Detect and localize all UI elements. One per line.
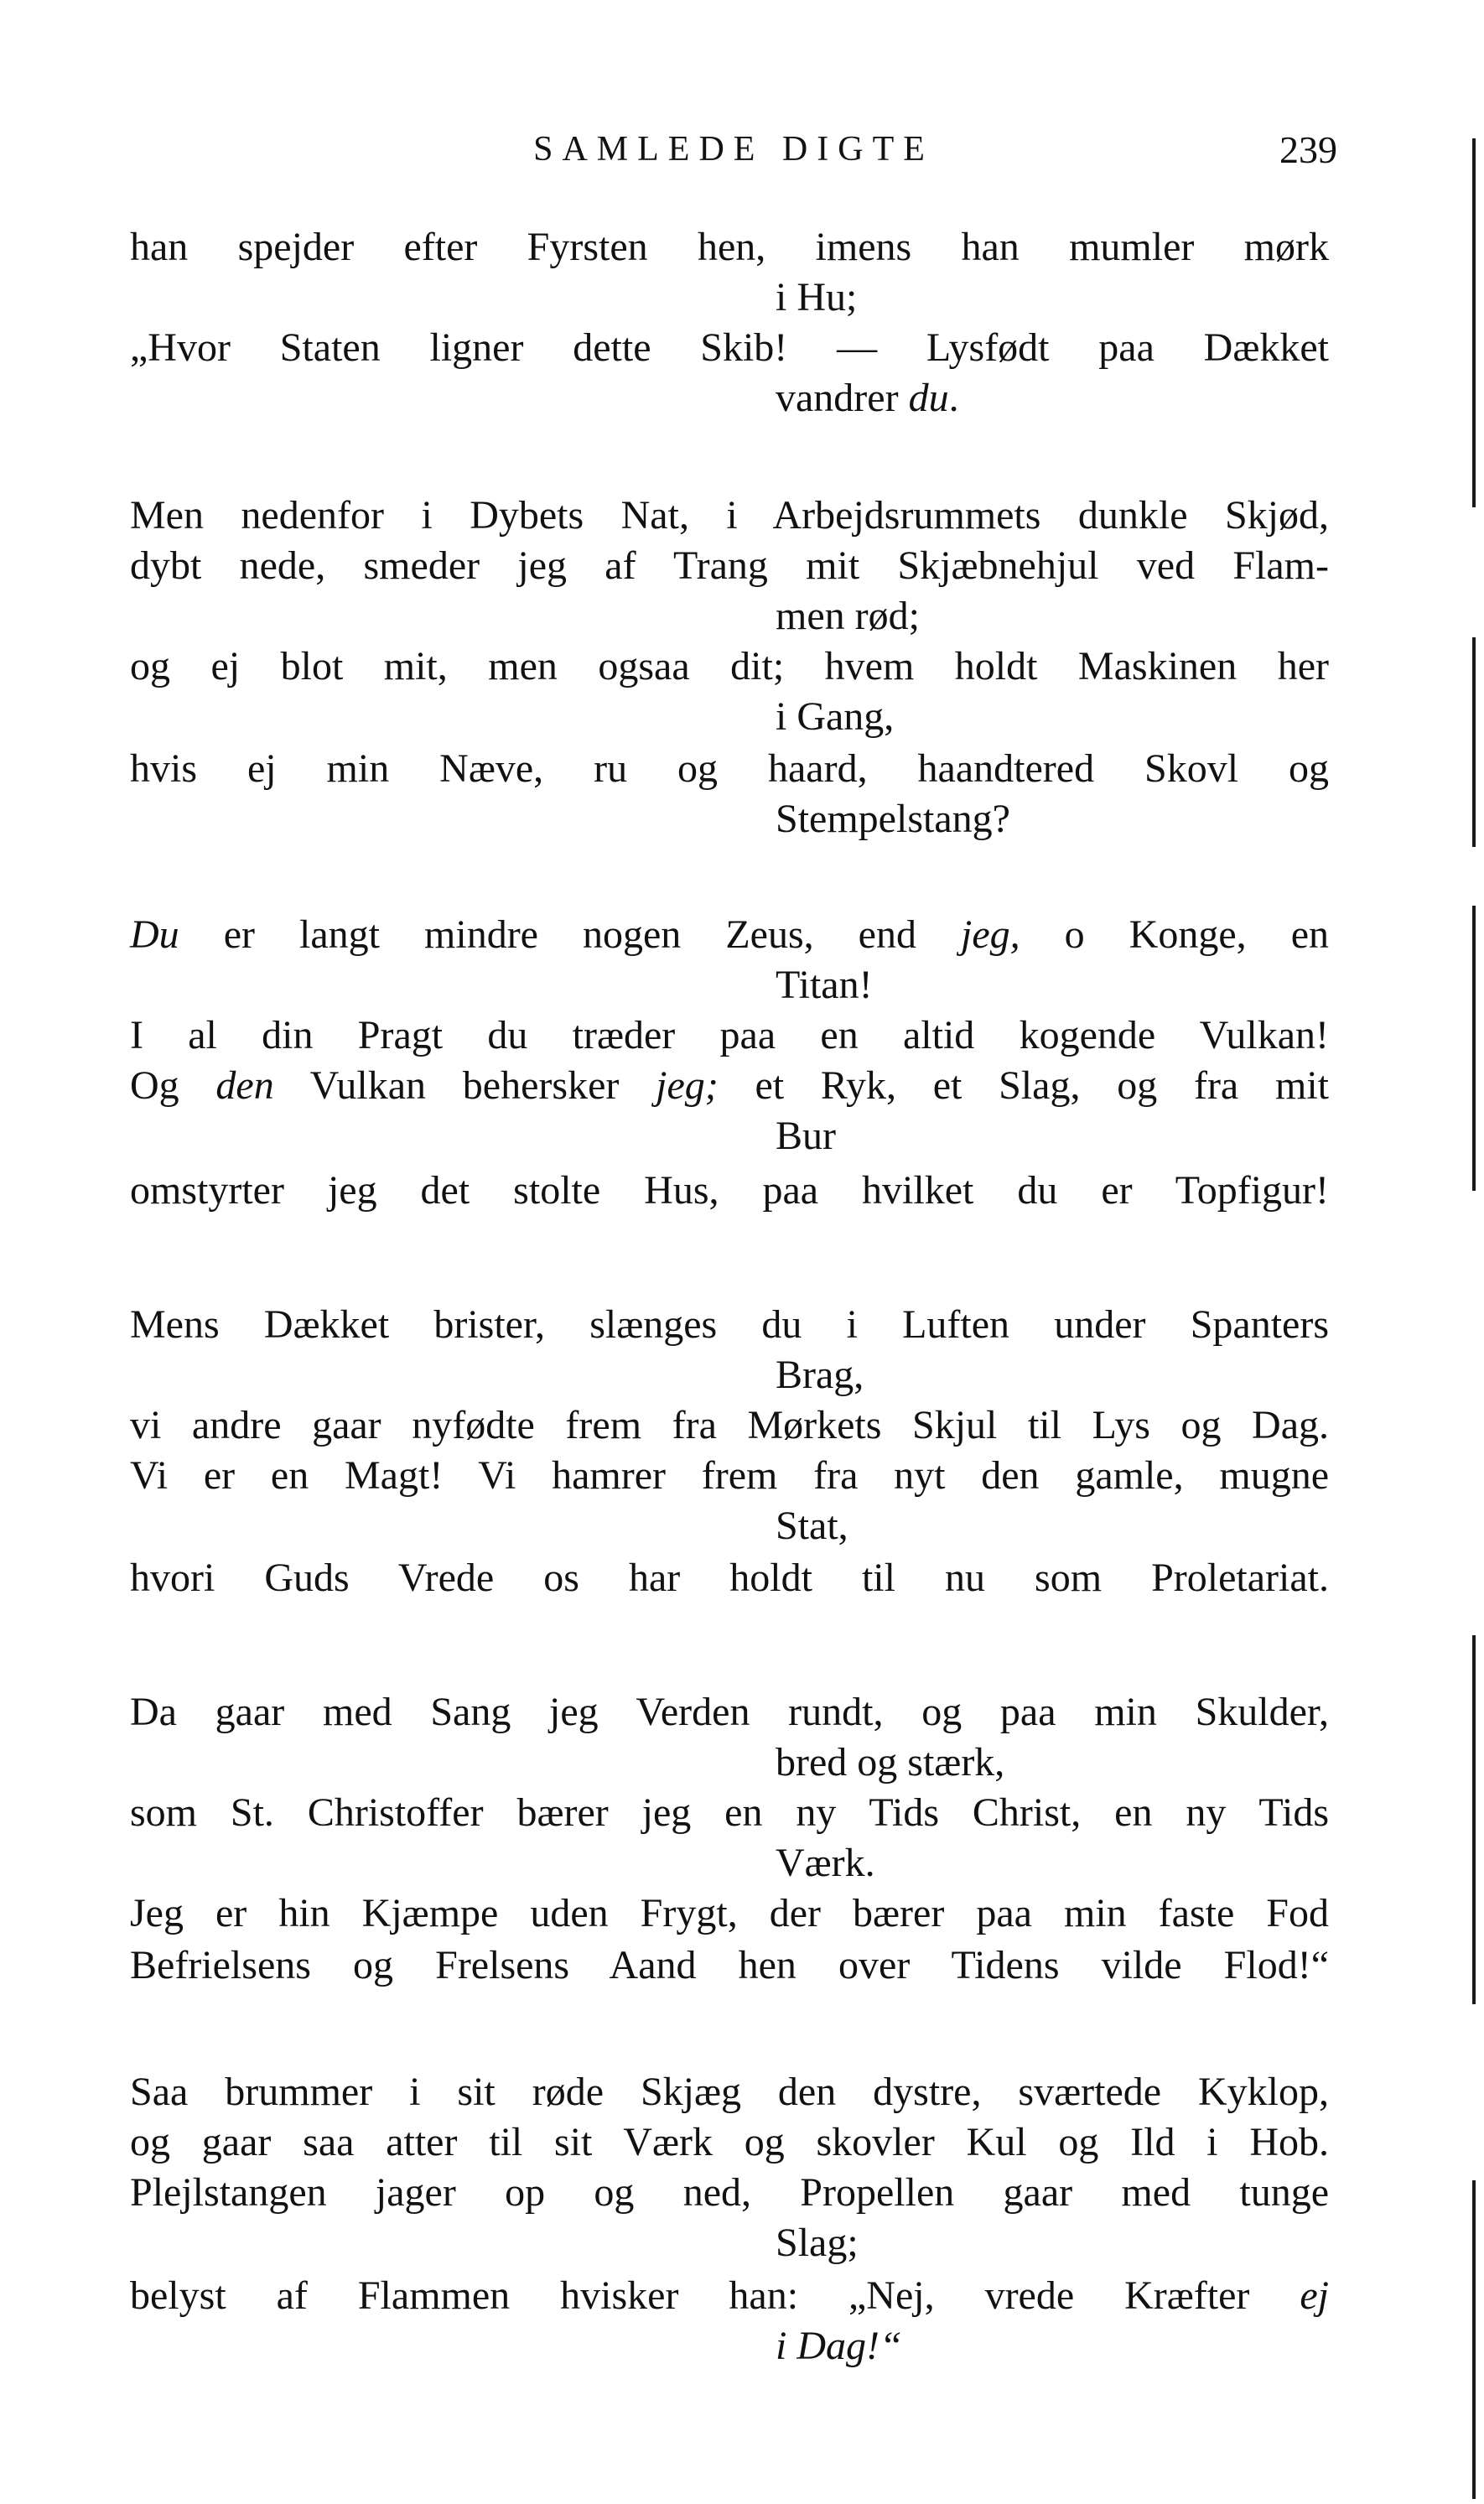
poem-line-continuation: bred og stærk,: [776, 1740, 1005, 1784]
line-text: o Konge, en: [1020, 912, 1329, 957]
page-number: 239: [1279, 128, 1337, 171]
poem-line: Mens Dækket brister, slænges du i Luften under Spanters: [130, 1302, 1329, 1347]
poem-line: Men nedenfor i Dybets Nat, i Arbejdsrummets dunkle Skjød,: [130, 493, 1329, 538]
emphasis: den: [215, 1063, 274, 1108]
poem-line: hvori Guds Vrede os har holdt til nu som Proletariat.: [130, 1556, 1329, 1600]
poem-line: Befrielsens og Frelsens Aand hen over Tidens vilde Flod!“: [130, 1943, 1329, 1987]
poem-line: Vi er en Magt! Vi hamrer frem fra nyt den gamle, mugne: [130, 1453, 1329, 1498]
poem-line: han spejder efter Fyrsten hen, imens han mumler mørk: [130, 225, 1329, 269]
margin-rule: [1472, 906, 1476, 1191]
running-title: SAMLEDE DIGTE: [533, 130, 934, 169]
poem-line: Jeg er hin Kjæmpe uden Frygt, der bærer paa min faste Fod: [130, 1891, 1329, 1935]
margin-rule: [1472, 138, 1476, 507]
poem-line: dybt nede, smeder jeg af Trang mit Skjæbnehjul ved Flam-: [130, 543, 1329, 588]
poem-line: Da gaar med Sang jeg Verden rundt, og paa min Skulder,: [130, 1690, 1329, 1734]
poem-line-continuation: [776, 2321, 902, 2372]
emphasis: du: [908, 376, 949, 420]
poem-line-continuation: Værk.: [776, 1841, 875, 1885]
line-text: Vulkan behersker: [273, 1063, 656, 1108]
margin-rule: [1472, 637, 1476, 847]
poem-line: Saa brummer i sit røde Skjæg den dystre, sværtede Kyklop,: [130, 2070, 1329, 2114]
poem-line: Plejlstangen jager op og ned, Propellen gaar med tunge: [130, 2170, 1329, 2215]
poem-line-continuation: i Gang,: [776, 694, 895, 739]
poem-line: og gaar saa atter til sit Værk og skovler Kul og Ild i Hob.: [130, 2120, 1329, 2164]
poem-line-continuation: Brag,: [776, 1353, 864, 1397]
poem-line-continuation: i Hu;: [776, 275, 858, 319]
emphasis: ej: [1300, 2273, 1329, 2318]
poem-line-continuation: Stat,: [776, 1504, 848, 1548]
line-text: er langt mindre nogen Zeus, end: [179, 912, 961, 957]
continuation-text: .: [948, 376, 959, 420]
margin-rule: [1472, 1635, 1476, 2004]
page-header: [130, 124, 1337, 174]
line-text: et Ryk, et Slag, og fra mit: [718, 1063, 1329, 1108]
poem-line: [130, 1061, 1329, 1111]
emphasis: jeg,: [961, 912, 1020, 957]
line-text: Og: [130, 1063, 216, 1108]
poem-line-continuation: Bur: [776, 1114, 836, 1158]
poem-line: og ej blot mit, men ogsaa dit; hvem holdt Maskinen her: [130, 644, 1329, 688]
poem-line: I al din Pragt du træder paa en altid kogende Vulkan!: [130, 1013, 1329, 1057]
emphasis: i Dag!“: [776, 2324, 902, 2368]
poem-line: hvis ej min Næve, ru og haard, haandtered Skovl og: [130, 746, 1329, 791]
poem-line: vi andre gaar nyfødte frem fra Mørkets Skjul til Lys og Dag.: [130, 1403, 1329, 1447]
poem-line-continuation: Slag;: [776, 2221, 859, 2265]
line-text: belyst af Flammen hvisker han: „Nej, vrede Kræfter: [130, 2273, 1300, 2318]
poem-line: [130, 2271, 1329, 2321]
emphasis: jeg;: [656, 1063, 719, 1108]
poem-line-continuation: Titan!: [776, 963, 873, 1007]
poem-line-continuation: Stempelstang?: [776, 797, 1010, 841]
poem-line-continuation: men rød;: [776, 594, 920, 638]
emphasis: Du: [130, 912, 179, 957]
margin-rule: [1472, 2180, 1476, 2499]
poem-line: omstyrter jeg det stolte Hus, paa hvilket du er Topfigur!: [130, 1168, 1329, 1213]
poem-line-continuation: [776, 373, 959, 423]
poem-line: [130, 910, 1329, 960]
poem-line: som St. Christoffer bærer jeg en ny Tids Christ, en ny Tids: [130, 1790, 1329, 1835]
continuation-text: vandrer: [776, 376, 909, 420]
poem-line: „Hvor Staten ligner dette Skib! — Lysfødt paa Dækket: [130, 325, 1329, 370]
